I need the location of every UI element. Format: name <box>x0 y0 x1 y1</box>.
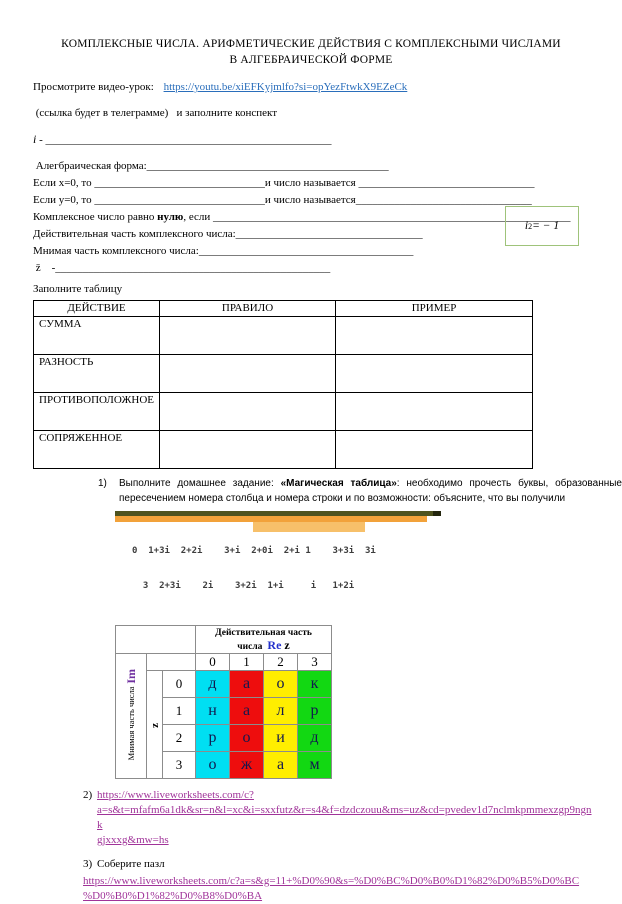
magic-cell-1-1: а <box>230 698 264 725</box>
puzzle-link-line-2[interactable]: %D0%B0%D1%82%D0%B8%D0%BA <box>83 889 263 902</box>
magic-cell-2-0: р <box>196 725 230 752</box>
row-number-1: 1 <box>163 698 196 725</box>
expressions-row-2: 3 2+3i 2i 3+2i 1+i i 1+2i <box>132 581 355 592</box>
table-row-sum <box>34 316 533 354</box>
magic-table-image <box>115 511 455 780</box>
watch-video-line <box>33 81 592 93</box>
magic-table-bold: «Магическая таблица» <box>280 477 397 489</box>
task-1-magic-table: 1) Выполните домашнее задание: «Магическая таблица»: необходимо прочесть буквы, образованные пересечением номера столбца и номера строки и по возможности: объясните, что вы получили <box>98 477 622 504</box>
magic-cell-2-1: о <box>230 725 264 752</box>
magic-cell-1-0: н <box>196 698 230 725</box>
worksheet-link-line-1[interactable]: https://www.liveworksheets.com/c? <box>97 789 254 802</box>
col-header-example: ПРИМЕР <box>336 300 533 316</box>
row-number-3: 3 <box>163 752 196 779</box>
magic-cell-3-0: о <box>196 752 230 779</box>
row-label-opposite: ПРОТИВОПОЛОЖНОЕ <box>34 392 160 430</box>
imaginary-part-header: Мнимая часть числа Im <box>116 654 147 779</box>
empty-cell <box>160 430 336 468</box>
magic-cell-0-3: к <box>298 671 332 698</box>
task-1-number: 1) <box>98 477 107 489</box>
col-header-action: ДЕЙСТВИЕ <box>34 300 160 316</box>
empty-cell <box>160 316 336 354</box>
operations-table-header-row <box>34 300 533 316</box>
task-2-number: 2) <box>83 789 93 802</box>
empty-cell <box>336 392 533 430</box>
col-header-rule: ПРАВИЛО <box>160 300 336 316</box>
im-label: Im <box>123 669 138 684</box>
z-axis-label: z <box>147 671 163 779</box>
real-part-blank: Действительная часть комплексного числа:__________________________________ <box>33 228 423 241</box>
empty-cell <box>336 354 533 392</box>
magic-cell-0-2: о <box>264 671 298 698</box>
imaginary-part-blank: Мнимая часть комплексного числа:_______________________________________ <box>33 245 414 258</box>
page-title: КОМПЛЕКСНЫЕ ЧИСЛА. АРИФМЕТИЧЕСКИЕ ДЕЙСТВИЯ С КОМПЛЕКСНЫМИ ЧИСЛАМИ В АЛГЕБРАИЧЕСКОЙ ФОРМЕ <box>61 38 561 67</box>
col-number-3: 3 <box>298 654 332 671</box>
row-number-0: 0 <box>163 671 196 698</box>
watch-video-label: Просмотрите видео-урок: <box>33 81 154 94</box>
puzzle-link-line-1[interactable]: https://www.liveworksheets.com/c?a=s&g=11+%D0%90&s=%D0%BC%D0%B0%D1%82%D0%B5%D0%BC <box>83 874 580 887</box>
task-3-number: 3) <box>83 857 93 870</box>
magic-cell-3-1: ж <box>230 752 264 779</box>
empty-cell <box>160 354 336 392</box>
re-z-label: Re <box>267 638 282 653</box>
task-2-worksheet-link <box>83 788 592 847</box>
row-label-difference: РАЗНОСТЬ <box>34 354 160 392</box>
complex-expressions <box>115 523 455 617</box>
real-part-header: Действительная часть числа Re z <box>196 626 332 654</box>
i-squared-formula-box: i 2 = − 1 <box>505 206 579 246</box>
magic-cell-1-2: л <box>264 698 298 725</box>
col-number-1: 1 <box>230 654 264 671</box>
fill-table-label: Заполните таблицу <box>33 282 123 295</box>
empty-cell <box>336 316 533 354</box>
task-3-label: Соберите пазл <box>97 857 165 870</box>
col-number-2: 2 <box>264 654 298 671</box>
table-row-conjugate <box>34 430 533 468</box>
empty-cell <box>147 654 196 671</box>
conjugate-blank: z̄ -__________________________________________________ <box>33 262 331 275</box>
worksheet-link-line-3[interactable]: gjxxxg&mw=hs <box>97 833 169 846</box>
empty-cell <box>336 430 533 468</box>
row-label-conjugate: СОПРЯЖЕННОЕ <box>34 430 160 468</box>
corner-cell <box>116 626 196 654</box>
magic-cell-2-2: и <box>264 725 298 752</box>
table-row-opposite <box>34 392 533 430</box>
empty-cell <box>160 392 336 430</box>
video-lesson-link[interactable]: https://youtu.be/xiEFKyjmlfo?si=opYezFtwkX9EZeCk <box>163 81 408 94</box>
task-3-puzzle <box>83 857 592 872</box>
if-y0-blank: Если у=0, то _______________________________и число называется________________________________ <box>33 194 532 207</box>
expressions-row-1: 0 1+3i 2+2i 3+i 2+0i 2+i 1 3+3i 3i <box>132 546 376 557</box>
magic-cell-0-1: а <box>230 671 264 698</box>
puzzle-link <box>83 874 592 904</box>
worksheet-link-line-2[interactable]: a=s&t=mfafm6a1dk&sr=n&l=xc&i=sxxfutz&r=s4&f=dzdczouu&ms=uz&cd=pvedev1d7nclmkpmmexzgp9ngnk <box>97 804 592 831</box>
magic-cell-2-3: д <box>298 725 332 752</box>
row-number-2: 2 <box>163 725 196 752</box>
telegram-note: (ссылка будет в телеграмме) и заполните конспект <box>33 107 277 120</box>
magic-cell-3-2: а <box>264 752 298 779</box>
col-number-0: 0 <box>196 654 230 671</box>
table-row-difference <box>34 354 533 392</box>
magic-cell-0-0: д <box>196 671 230 698</box>
i-symbol: i <box>33 132 37 147</box>
magic-cell-1-3: р <box>298 698 332 725</box>
operations-table <box>33 300 533 469</box>
if-x0-blank: Если х=0, то _______________________________и число называется ________________________________ <box>33 177 535 190</box>
i-definition-blank: i - ____________________________________________________ <box>33 132 332 147</box>
zero-condition-blank: Комплексное число равно нулю, если _________________________________________________________________ <box>33 211 571 224</box>
row-label-sum: СУММА <box>34 316 160 354</box>
magic-cell-3-3: м <box>298 752 332 779</box>
zero-bold-word: нулю <box>157 211 184 224</box>
algebraic-form-blank: Алегбраическая форма:____________________________________________ <box>33 160 389 173</box>
magic-color-table <box>115 625 332 779</box>
